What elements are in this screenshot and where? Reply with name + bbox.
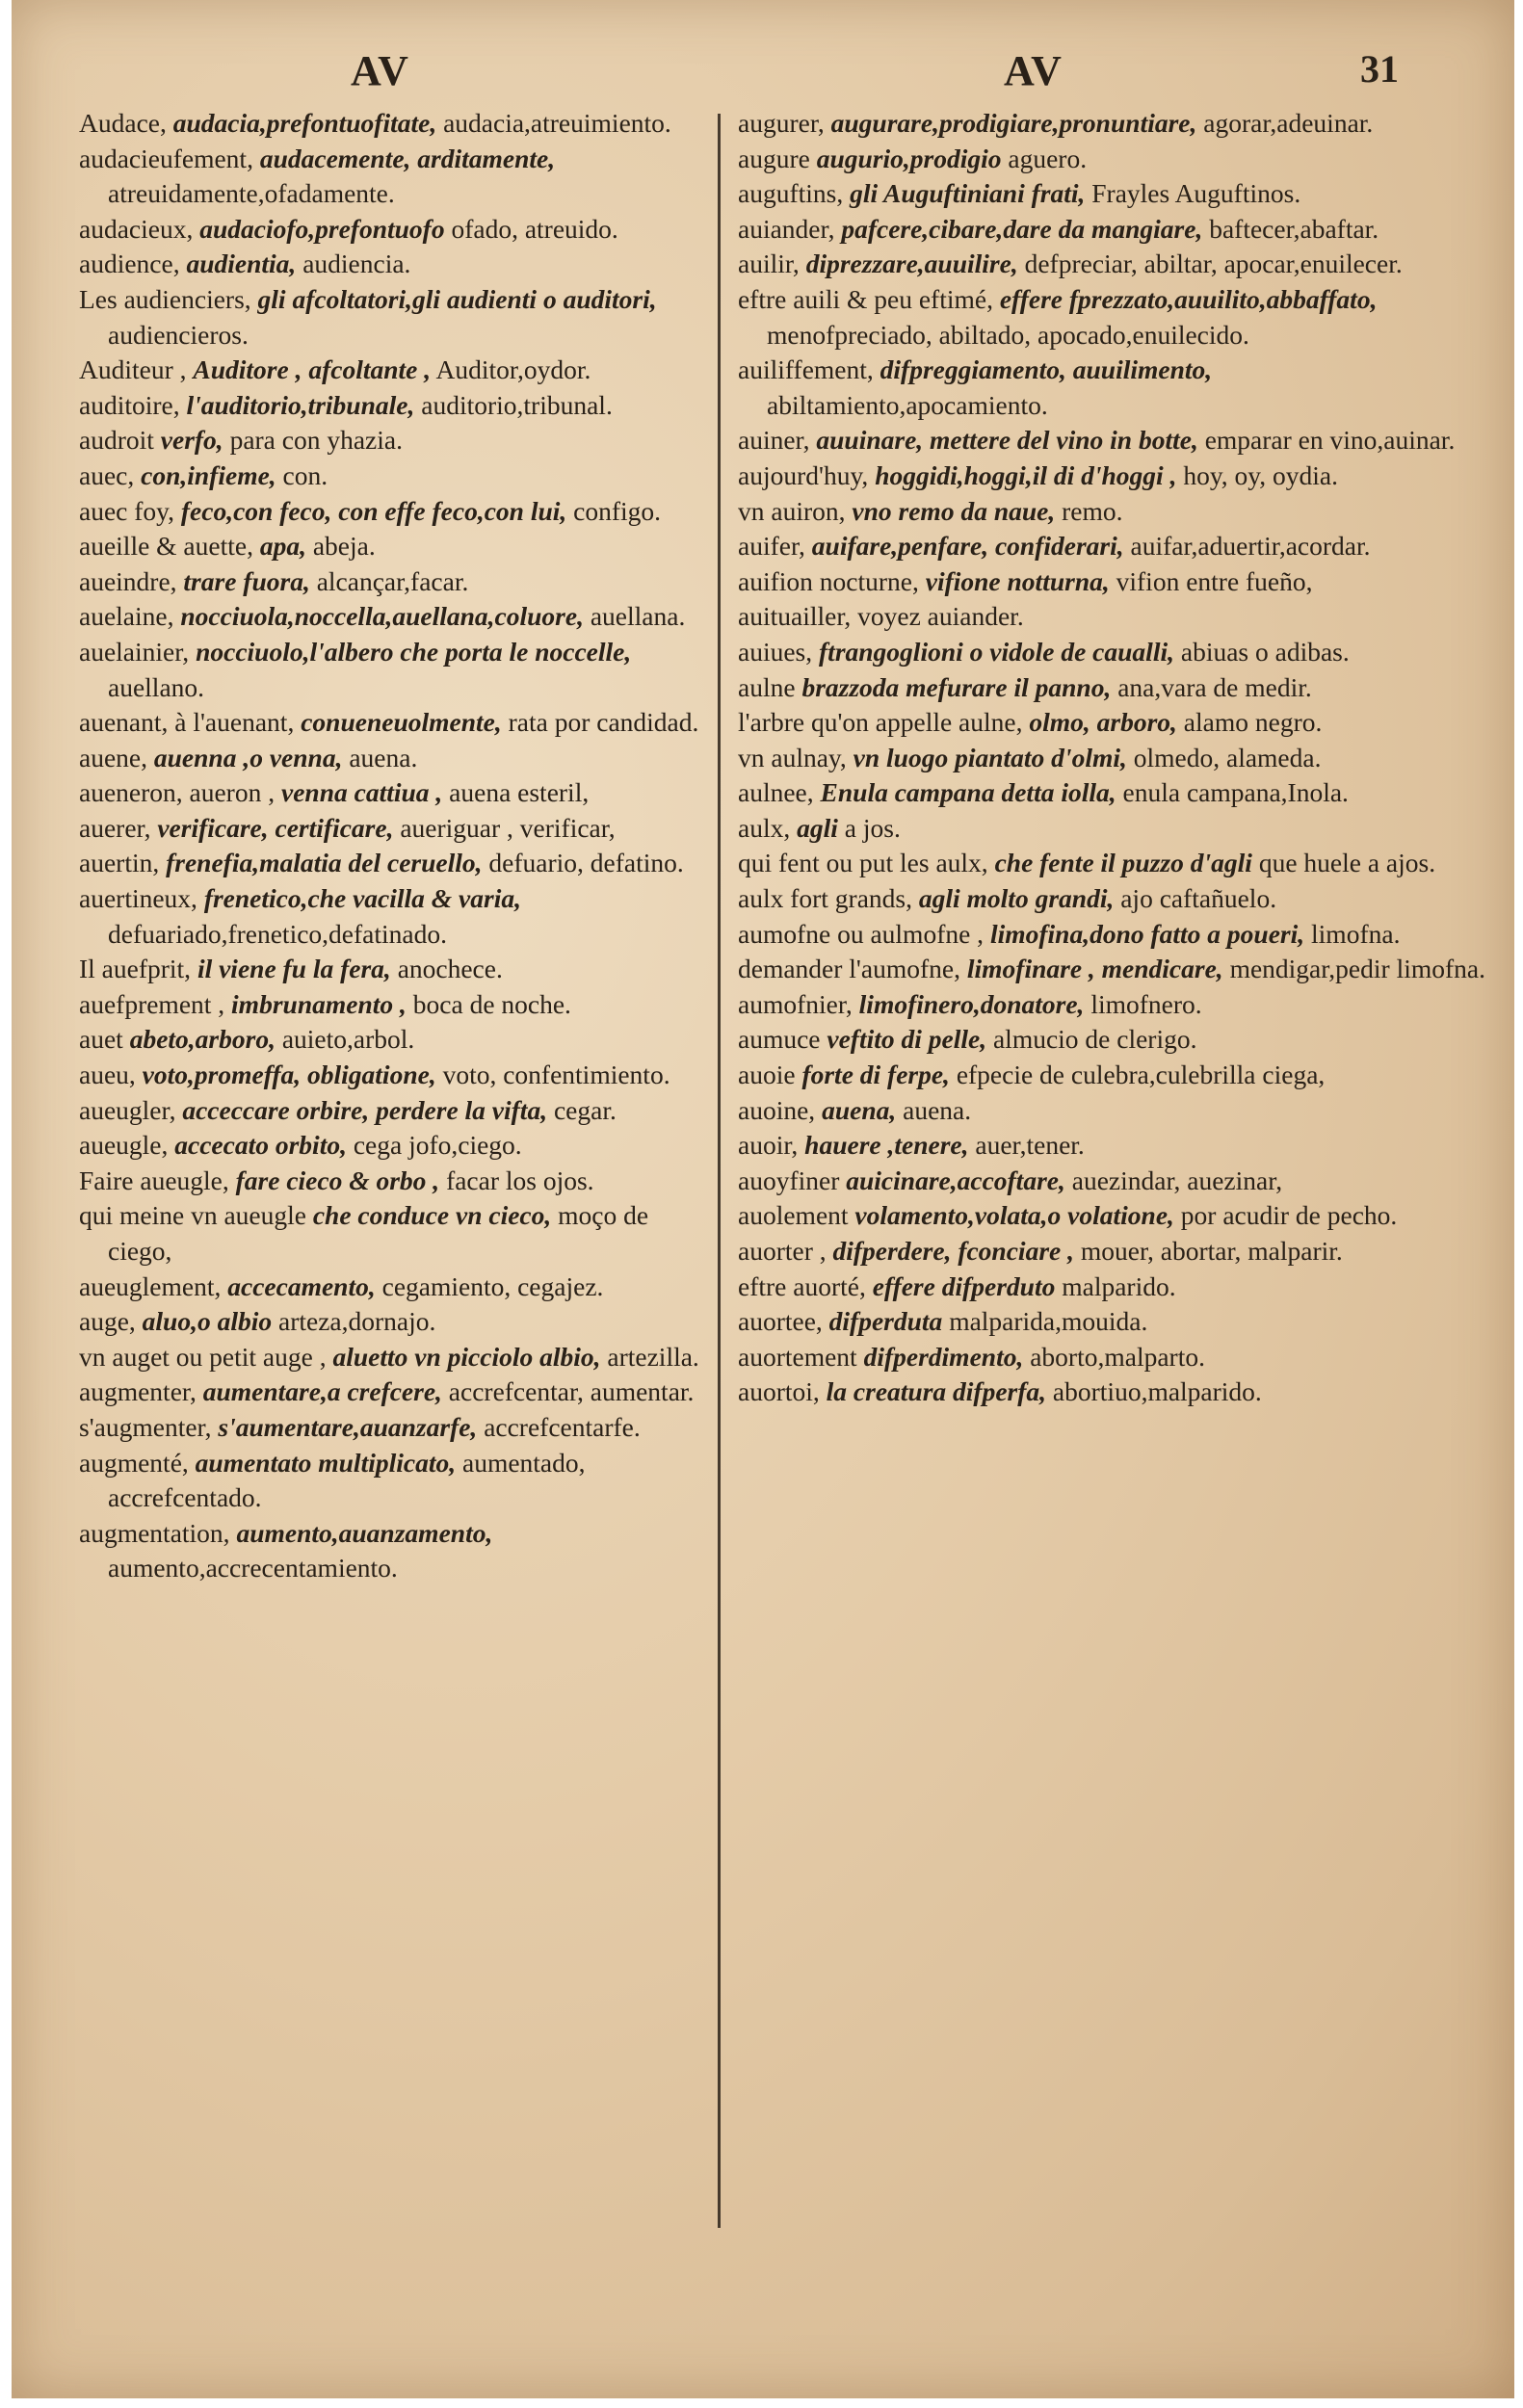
- french-headword: auiues,: [738, 636, 813, 667]
- french-headword: aueille & auette,: [79, 531, 253, 562]
- italian-translation: nocciuola,noccella,auellana,coluore,: [180, 601, 584, 632]
- spanish-translation: limofna.: [1311, 918, 1401, 949]
- french-headword: auortement: [738, 1341, 857, 1372]
- french-headword: augmenter,: [79, 1376, 197, 1407]
- dictionary-entry: [79, 1269, 705, 1305]
- italian-translation: vifione notturna,: [925, 565, 1110, 596]
- dictionary-entry: [79, 1446, 705, 1516]
- italian-translation: brazzoda mefurare il panno,: [801, 671, 1112, 702]
- spanish-translation: abiuas o adibas.: [1180, 636, 1350, 667]
- french-headword: eftre auorté,: [738, 1270, 866, 1301]
- spanish-translation: abeja.: [312, 531, 376, 562]
- french-headword: audroit: [79, 425, 154, 456]
- french-headword: audacieux,: [79, 213, 194, 244]
- french-headword: aueindre,: [79, 565, 177, 596]
- dictionary-entry: [738, 1164, 1499, 1199]
- italian-translation: auifare,penfare, confiderari,: [811, 531, 1124, 562]
- dictionary-entry: [738, 775, 1499, 811]
- spanish-translation: ajo caftañuelo.: [1120, 883, 1277, 914]
- italian-translation: aumentare,a crefcere,: [202, 1376, 442, 1407]
- spanish-translation: que huele a ajos.: [1258, 848, 1436, 878]
- spanish-translation: emparar en vino,auinar.: [1204, 425, 1456, 456]
- dictionary-entry: [738, 247, 1499, 282]
- running-head-right: AV: [1004, 47, 1063, 94]
- italian-translation: Enula campana detta iolla,: [820, 777, 1116, 808]
- italian-translation: audaciofo,prefontuofo: [199, 213, 445, 244]
- dictionary-entry: [79, 564, 705, 600]
- dictionary-entry: [79, 1304, 705, 1340]
- dictionary-entry: [79, 106, 705, 142]
- french-headword: auoir,: [738, 1130, 799, 1161]
- spanish-translation: menofpreciado, abiltado, apocado,enuilecido.: [767, 319, 1249, 350]
- dictionary-entry: [738, 1058, 1499, 1093]
- italian-translation: agli: [797, 812, 838, 843]
- spanish-translation: cegamiento, cegajez.: [381, 1270, 604, 1301]
- dictionary-entry: [79, 282, 705, 353]
- french-headword: aueu,: [79, 1060, 136, 1090]
- right-column: [738, 106, 1499, 1410]
- spanish-translation: auena esteril,: [449, 777, 590, 808]
- spanish-translation: aborto,malparto.: [1030, 1341, 1205, 1372]
- spanish-translation: aumento,accrecentamiento.: [108, 1553, 398, 1584]
- dictionary-entry: [738, 1269, 1499, 1305]
- dictionary-entry: [79, 1340, 705, 1375]
- spanish-translation: agorar,adeuinar.: [1203, 108, 1374, 138]
- italian-translation: limofinero,donatore,: [858, 988, 1085, 1019]
- dictionary-entry: [738, 881, 1499, 917]
- french-headword: augmenté,: [79, 1447, 189, 1478]
- spanish-translation: audiencia.: [302, 249, 411, 279]
- left-column: [79, 106, 705, 1586]
- italian-translation: agli molto grandi,: [918, 883, 1115, 914]
- french-headword: auelainier,: [79, 636, 190, 667]
- spanish-translation: auellana.: [590, 601, 686, 632]
- dictionary-entry: [738, 1374, 1499, 1410]
- french-headword: auifer,: [738, 531, 805, 562]
- page-number: 31: [1360, 47, 1399, 91]
- italian-translation: nocciuolo,l'albero che porta le noccelle,: [196, 636, 632, 667]
- french-headword: auiner,: [738, 425, 810, 456]
- dictionary-entry: [79, 1516, 705, 1586]
- italian-translation: pafcere,cibare,dare da mangiare,: [841, 213, 1203, 244]
- italian-translation: verificare, certificare,: [157, 812, 394, 843]
- dictionary-entry: [738, 741, 1499, 776]
- dictionary-entry: [79, 599, 705, 635]
- spanish-translation: olmedo, alameda.: [1133, 742, 1322, 772]
- french-headword: auiliffement,: [738, 354, 874, 385]
- french-headword: auec foy,: [79, 495, 174, 526]
- french-headword: qui meine vn aueugle: [79, 1200, 306, 1231]
- french-headword: auerer,: [79, 812, 151, 843]
- french-headword: auertin,: [79, 848, 160, 878]
- french-headword: auituailler,: [738, 601, 852, 632]
- french-headword: Les audienciers,: [79, 283, 251, 314]
- dictionary-entry: [738, 635, 1499, 670]
- italian-translation: audacia,prefontuofitate,: [172, 108, 437, 138]
- spanish-translation: moço de ciego,: [108, 1200, 649, 1266]
- italian-translation: augurare,prodigiare,pronuntiare,: [830, 108, 1197, 138]
- dictionary-entry: [79, 1128, 705, 1164]
- dictionary-entry: [738, 1340, 1499, 1375]
- french-headword: augure: [738, 143, 810, 173]
- dictionary-entry: [79, 811, 705, 847]
- italian-translation: difperdimento,: [863, 1341, 1024, 1372]
- spanish-translation: aumentado, accrefcentado.: [108, 1447, 586, 1513]
- french-headword: auoie: [738, 1060, 796, 1090]
- italian-translation: aluo,o albio: [142, 1306, 273, 1337]
- dictionary-entry: [738, 529, 1499, 564]
- spanish-translation: auifar,aduertir,acordar.: [1130, 531, 1371, 562]
- dictionary-entry: [738, 987, 1499, 1023]
- spanish-translation: voyez auiander.: [857, 601, 1024, 632]
- dictionary-entry: [738, 212, 1499, 248]
- dictionary-entry: [738, 564, 1499, 600]
- dictionary-entry: [79, 353, 705, 388]
- italian-translation: imbrunamento ,: [231, 988, 407, 1019]
- dictionary-entry: [738, 494, 1499, 530]
- spanish-translation: auezindar, auezinar,: [1071, 1165, 1283, 1195]
- dictionary-entry: [738, 282, 1499, 353]
- french-headword: auguftins,: [738, 178, 844, 209]
- dictionary-entry: [738, 705, 1499, 741]
- dictionary-entry: [79, 423, 705, 458]
- french-headword: vn auiron,: [738, 495, 846, 526]
- italian-translation: difpreggiamento, auuilimento,: [880, 354, 1213, 385]
- dictionary-entry: [79, 705, 705, 741]
- french-headword: aulne: [738, 671, 796, 702]
- french-headword: Il auefprit,: [79, 954, 192, 984]
- spanish-translation: facar los ojos.: [446, 1165, 594, 1195]
- italian-translation: audacemente, arditamente,: [259, 143, 556, 173]
- dictionary-entry: [79, 1198, 705, 1269]
- dictionary-entry: [79, 458, 705, 494]
- spanish-translation: efpecie de culebra,culebrilla ciega,: [956, 1060, 1326, 1090]
- spanish-translation: accrefcentar, aumentar.: [448, 1376, 695, 1407]
- spanish-translation: mendigar,pedir limofna.: [1229, 954, 1485, 984]
- italian-translation: vn luogo piantato d'olmi,: [853, 742, 1127, 772]
- spanish-translation: aguero.: [1008, 143, 1088, 173]
- french-headword: Audace,: [79, 108, 167, 138]
- dictionary-entry: [79, 247, 705, 282]
- italian-translation: l'auditorio,tribunale,: [186, 389, 415, 420]
- dictionary-entry: [738, 952, 1499, 987]
- italian-translation: verfo,: [160, 425, 223, 456]
- italian-translation: difperdere, fconciare ,: [832, 1236, 1074, 1266]
- dictionary-entry: [79, 388, 705, 424]
- dictionary-entry: [79, 775, 705, 811]
- spanish-translation: ofado, atreuido.: [451, 213, 618, 244]
- dictionary-entry: [738, 1198, 1499, 1234]
- italian-translation: volamento,volata,o volatione,: [854, 1200, 1174, 1231]
- spanish-translation: auer,tener.: [975, 1130, 1085, 1161]
- dictionary-entry: [79, 635, 705, 705]
- french-headword: augmentation,: [79, 1517, 230, 1548]
- spanish-translation: alamo negro.: [1183, 707, 1323, 738]
- spanish-translation: mouer, abortar, malparir.: [1080, 1236, 1343, 1266]
- dictionary-entry: [79, 1410, 705, 1446]
- spanish-translation: alcançar,facar.: [316, 565, 469, 596]
- french-headword: aujourd'huy,: [738, 459, 869, 490]
- spanish-translation: anochece.: [397, 954, 503, 984]
- french-headword: aumofnier,: [738, 988, 853, 1019]
- italian-translation: apa,: [259, 531, 306, 562]
- italian-translation: difperduta: [828, 1306, 943, 1337]
- dictionary-entry: [79, 142, 705, 212]
- french-headword: auertineux,: [79, 883, 197, 914]
- spanish-translation: arteza,dornajo.: [278, 1306, 436, 1337]
- spanish-translation: abortiuo,malparido.: [1052, 1376, 1262, 1407]
- french-headword: aueneron, aueron ,: [79, 777, 276, 808]
- spanish-translation: audiencieros.: [108, 319, 249, 350]
- dictionary-entry: [79, 1164, 705, 1199]
- spanish-translation: voto, confentimiento.: [442, 1060, 670, 1090]
- french-headword: aueugle,: [79, 1130, 169, 1161]
- spanish-translation: a jos.: [844, 812, 901, 843]
- italian-translation: che conduce vn cieco,: [312, 1200, 552, 1231]
- italian-translation: veftito di pelle,: [827, 1024, 987, 1055]
- italian-translation: accecato orbito,: [174, 1130, 347, 1161]
- italian-translation: il viene fu la fera,: [197, 954, 391, 984]
- dictionary-entry: [738, 917, 1499, 953]
- french-headword: aumofne ou aulmofne ,: [738, 918, 985, 949]
- dictionary-entry: [738, 1128, 1499, 1164]
- spanish-translation: Auditor,oydor.: [435, 354, 591, 385]
- dictionary-entry: [738, 142, 1499, 177]
- italian-translation: acceccare orbire, perdere la vifta,: [182, 1094, 548, 1125]
- spanish-translation: con.: [282, 459, 328, 490]
- spanish-translation: ana,vara de medir.: [1117, 671, 1312, 702]
- dictionary-entry: [738, 106, 1499, 142]
- spanish-translation: defuariado,frenetico,defatinado.: [108, 918, 447, 949]
- dictionary-entry: [79, 846, 705, 881]
- french-headword: auge,: [79, 1306, 136, 1337]
- spanish-translation: defpreciar, abiltar, apocar,enuilecer.: [1024, 249, 1403, 279]
- italian-translation: limofina,dono fatto a poueri,: [989, 918, 1305, 949]
- spanish-translation: cega jofo,ciego.: [353, 1130, 522, 1161]
- french-headword: auortee,: [738, 1306, 823, 1337]
- french-headword: Faire aueugle,: [79, 1165, 229, 1195]
- french-headword: auefprement ,: [79, 988, 225, 1019]
- spanish-translation: rata por candidad.: [508, 707, 699, 738]
- spanish-translation: hoy, oy, oydia.: [1183, 459, 1338, 490]
- dictionary-entry: [79, 741, 705, 776]
- running-head-left: AV: [351, 47, 410, 94]
- french-headword: auelaine,: [79, 601, 174, 632]
- french-headword: auiander,: [738, 213, 835, 244]
- dictionary-entry: [79, 212, 705, 248]
- dictionary-entry: [79, 987, 705, 1023]
- italian-translation: auena,: [822, 1094, 897, 1125]
- italian-translation: aumentato multiplicato,: [195, 1447, 457, 1478]
- italian-translation: auenna ,o venna,: [153, 742, 343, 772]
- spanish-translation: vifion entre fueño,: [1116, 565, 1313, 596]
- italian-translation: venna cattiua ,: [280, 777, 443, 808]
- french-headword: vn auget ou petit auge ,: [79, 1341, 327, 1372]
- italian-translation: auicinare,accoftare,: [846, 1165, 1065, 1195]
- book-page: [12, 0, 1514, 2398]
- italian-translation: voto,promeffa, obligatione,: [142, 1060, 436, 1090]
- dictionary-entry: [79, 1374, 705, 1410]
- italian-translation: hauere ,tenere,: [804, 1130, 969, 1161]
- french-headword: aulx,: [738, 812, 791, 843]
- french-headword: aulnee,: [738, 777, 814, 808]
- dictionary-entry: [79, 952, 705, 987]
- italian-translation: hoggidi,hoggi,il di d'hoggi ,: [875, 459, 1177, 490]
- italian-translation: frenetico,che vacilla & varia,: [203, 883, 521, 914]
- french-headword: aueugler,: [79, 1094, 176, 1125]
- spanish-translation: auellano.: [108, 671, 205, 702]
- italian-translation: Auditore , afcoltante ,: [193, 354, 432, 385]
- dictionary-entry: [738, 423, 1499, 458]
- italian-translation: conueneuolmente,: [301, 707, 502, 738]
- italian-translation: augurio,prodigio: [816, 143, 1002, 173]
- spanish-translation: boca de noche.: [412, 988, 571, 1019]
- spanish-translation: enula campana,Inola.: [1122, 777, 1349, 808]
- french-headword: auene,: [79, 742, 147, 772]
- spanish-translation: auieto,arbol.: [281, 1024, 415, 1055]
- spanish-translation: malparido.: [1062, 1270, 1176, 1301]
- italian-translation: aluetto vn picciolo albio,: [332, 1341, 601, 1372]
- dictionary-entry: [738, 1234, 1499, 1269]
- spanish-translation: auditorio,tribunal.: [421, 389, 613, 420]
- dictionary-entry: [738, 670, 1499, 706]
- french-headword: auec,: [79, 459, 135, 490]
- spanish-translation: malparida,mouida.: [949, 1306, 1148, 1337]
- spanish-translation: defuario, defatino.: [488, 848, 684, 878]
- italian-translation: limofinare , mendicare,: [966, 954, 1223, 984]
- column-divider: [718, 114, 721, 2228]
- dictionary-entry: [738, 353, 1499, 423]
- french-headword: auorter ,: [738, 1236, 827, 1266]
- dictionary-entry: [79, 1093, 705, 1129]
- italian-translation: olmo, arboro,: [1029, 707, 1177, 738]
- dictionary-entry: [738, 846, 1499, 881]
- french-headword: auoine,: [738, 1094, 816, 1125]
- spanish-translation: cegar.: [553, 1094, 617, 1125]
- italian-translation: che fente il puzzo d'agli: [994, 848, 1252, 878]
- french-headword: auenant, à l'auenant,: [79, 707, 295, 738]
- french-headword: demander l'aumofne,: [738, 954, 960, 984]
- french-headword: s'augmenter,: [79, 1411, 212, 1442]
- french-headword: auilir,: [738, 249, 800, 279]
- italian-translation: audientia,: [186, 249, 297, 279]
- dictionary-entry: [738, 1022, 1499, 1058]
- spanish-translation: remo.: [1062, 495, 1123, 526]
- italian-translation: effere fprezzato,auuilito,abbaffato,: [999, 283, 1378, 314]
- french-headword: auifion nocturne,: [738, 565, 919, 596]
- italian-translation: gli Auguftiniani frati,: [850, 178, 1086, 209]
- spanish-translation: abiltamiento,apocamiento.: [767, 389, 1048, 420]
- spanish-translation: para con yhazia.: [229, 425, 403, 456]
- italian-translation: vno remo da naue,: [852, 495, 1056, 526]
- french-headword: Auditeur ,: [79, 354, 187, 385]
- italian-translation: feco,con feco, con effe feco,con lui,: [180, 495, 567, 526]
- spanish-translation: aueriguar , verificar,: [400, 812, 616, 843]
- spanish-translation: Frayles Auguftinos.: [1091, 178, 1301, 209]
- italian-translation: ftrangoglioni o vidole de caualli,: [819, 636, 1174, 667]
- dictionary-entry: [738, 1093, 1499, 1129]
- spanish-translation: auena.: [349, 742, 418, 772]
- dictionary-entry: [79, 1058, 705, 1093]
- italian-translation: s'aumentare,auanzarfe,: [218, 1411, 478, 1442]
- french-headword: auoyfiner: [738, 1165, 840, 1195]
- dictionary-entry: [79, 494, 705, 530]
- dictionary-entry: [79, 881, 705, 952]
- french-headword: audience,: [79, 249, 180, 279]
- italian-translation: la creatura difperfa,: [826, 1376, 1047, 1407]
- french-headword: l'arbre qu'on appelle aulne,: [738, 707, 1023, 738]
- spanish-translation: atreuidamente,ofadamente.: [108, 178, 395, 209]
- french-headword: aulx fort grands,: [738, 883, 912, 914]
- spanish-translation: accrefcentarfe.: [484, 1411, 641, 1442]
- dictionary-entry: [79, 529, 705, 564]
- spanish-translation: artezilla.: [607, 1341, 699, 1372]
- dictionary-entry: [738, 1304, 1499, 1340]
- dictionary-entry: [738, 458, 1499, 494]
- italian-translation: diprezzare,auuilire,: [805, 249, 1018, 279]
- dictionary-entry: [79, 1022, 705, 1058]
- french-headword: augurer,: [738, 108, 825, 138]
- spanish-translation: por acudir de pecho.: [1180, 1200, 1398, 1231]
- spanish-translation: almucio de clerigo.: [992, 1024, 1197, 1055]
- french-headword: aueuglement,: [79, 1270, 222, 1301]
- spanish-translation: configo.: [573, 495, 662, 526]
- italian-translation: trare fuora,: [183, 565, 310, 596]
- italian-translation: effere difperduto: [872, 1270, 1056, 1301]
- italian-translation: fare cieco & orbo ,: [235, 1165, 440, 1195]
- italian-translation: abeto,arboro,: [129, 1024, 276, 1055]
- french-headword: auortoi,: [738, 1376, 820, 1407]
- french-headword: qui fent ou put les aulx,: [738, 848, 988, 878]
- french-headword: eftre auili & peu eftimé,: [738, 283, 993, 314]
- italian-translation: aumento,auanzamento,: [236, 1517, 493, 1548]
- spanish-translation: audacia,atreuimiento.: [443, 108, 671, 138]
- italian-translation: gli afcoltatori,gli audienti o auditori,: [257, 283, 657, 314]
- french-headword: audacieufement,: [79, 143, 253, 173]
- french-headword: auet: [79, 1024, 123, 1055]
- spanish-translation: baftecer,abaftar.: [1209, 213, 1379, 244]
- french-headword: auolement: [738, 1200, 849, 1231]
- spanish-translation: limofnero.: [1090, 988, 1202, 1019]
- dictionary-entry: [738, 176, 1499, 212]
- spanish-translation: auena.: [903, 1094, 972, 1125]
- italian-translation: con,infieme,: [141, 459, 276, 490]
- dictionary-entry: [738, 811, 1499, 847]
- italian-translation: accecamento,: [227, 1270, 376, 1301]
- italian-translation: frenefia,malatia del ceruello,: [166, 848, 483, 878]
- french-headword: aumuce: [738, 1024, 821, 1055]
- italian-translation: auuinare, mettere del vino in botte,: [816, 425, 1198, 456]
- french-headword: auditoire,: [79, 389, 180, 420]
- dictionary-entry: [738, 599, 1499, 635]
- french-headword: vn aulnay,: [738, 742, 847, 772]
- italian-translation: forte di ferpe,: [801, 1060, 950, 1090]
